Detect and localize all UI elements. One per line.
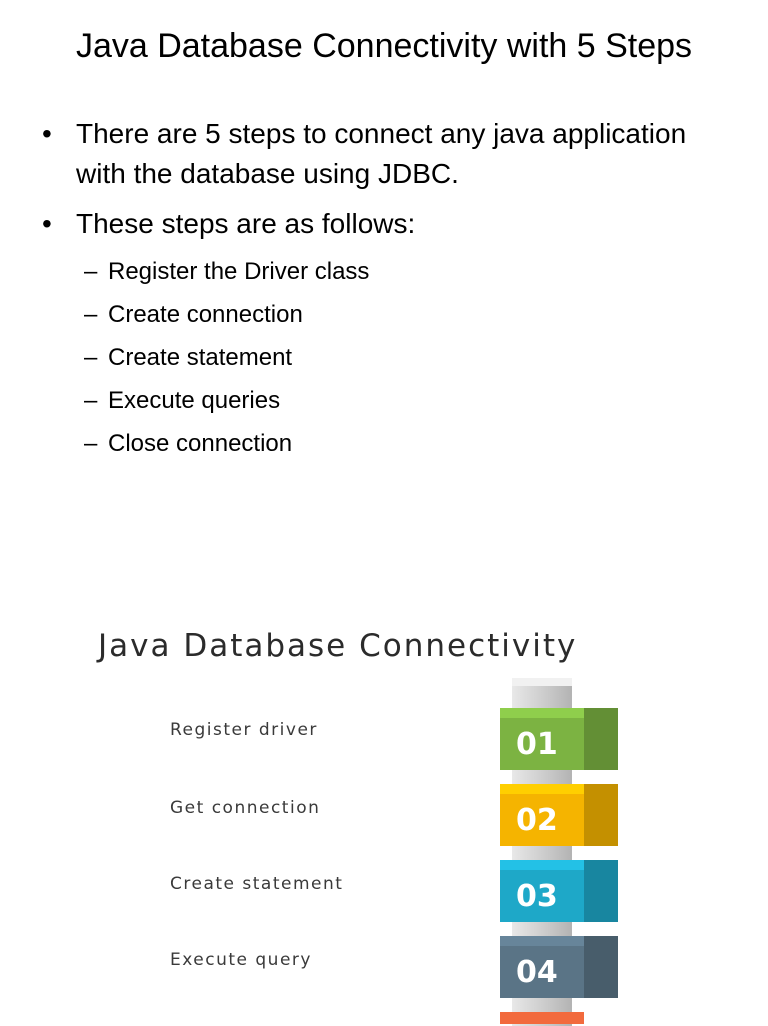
block-side: [584, 708, 618, 770]
bullet-item: [40, 114, 740, 194]
sub-item: [84, 293, 684, 336]
bullet-item: [40, 204, 740, 244]
block-side: [584, 784, 618, 846]
block-top: [500, 1012, 584, 1024]
sub-text: Register the Driver class: [108, 258, 370, 285]
block-side: [584, 936, 618, 998]
step-block: [500, 936, 618, 998]
sub-item: [84, 250, 684, 293]
bullet-glyph: •: [42, 208, 52, 239]
step-number: 04: [500, 946, 584, 998]
slide-title: Java Database Connectivity with 5 Steps: [75, 27, 693, 65]
dash-glyph: –: [84, 301, 98, 328]
step-label: Create statement: [170, 874, 344, 894]
step-block: [500, 860, 618, 922]
step-label: Execute query: [170, 950, 312, 970]
dash-glyph: –: [84, 387, 98, 414]
sub-text: Create connection: [108, 301, 303, 328]
dash-glyph: –: [84, 258, 98, 285]
sub-item: [84, 336, 684, 379]
sub-item: [84, 422, 684, 465]
step-block: [500, 708, 618, 770]
step-label: Register driver: [170, 720, 318, 740]
bullet-text: These steps are as follows:: [76, 208, 416, 239]
infographic-title: Java Database Connectivity: [98, 628, 578, 664]
sub-text: Close connection: [108, 430, 293, 457]
block-top: [500, 860, 584, 870]
block-top: [500, 784, 584, 794]
block-side: [584, 860, 618, 922]
dash-glyph: –: [84, 344, 98, 371]
dash-glyph: –: [84, 430, 98, 457]
bullet-list: [40, 114, 740, 254]
jdbc-infographic: [60, 616, 740, 1024]
step-label: Get connection: [170, 798, 321, 818]
sub-text: Execute queries: [108, 387, 281, 414]
block-top: [500, 708, 584, 718]
step-number: 02: [500, 794, 584, 846]
partial-step-block: [500, 1012, 618, 1024]
step-number: 01: [500, 718, 584, 770]
block-top: [500, 936, 584, 946]
step-number: 03: [500, 870, 584, 922]
step-block: [500, 784, 618, 846]
sub-item: [84, 379, 684, 422]
bullet-text: There are 5 steps to connect any java application with the database using JDBC.: [76, 118, 687, 189]
sub-list: [84, 250, 684, 465]
sub-text: Create statement: [108, 344, 293, 371]
bullet-glyph: •: [42, 118, 52, 149]
